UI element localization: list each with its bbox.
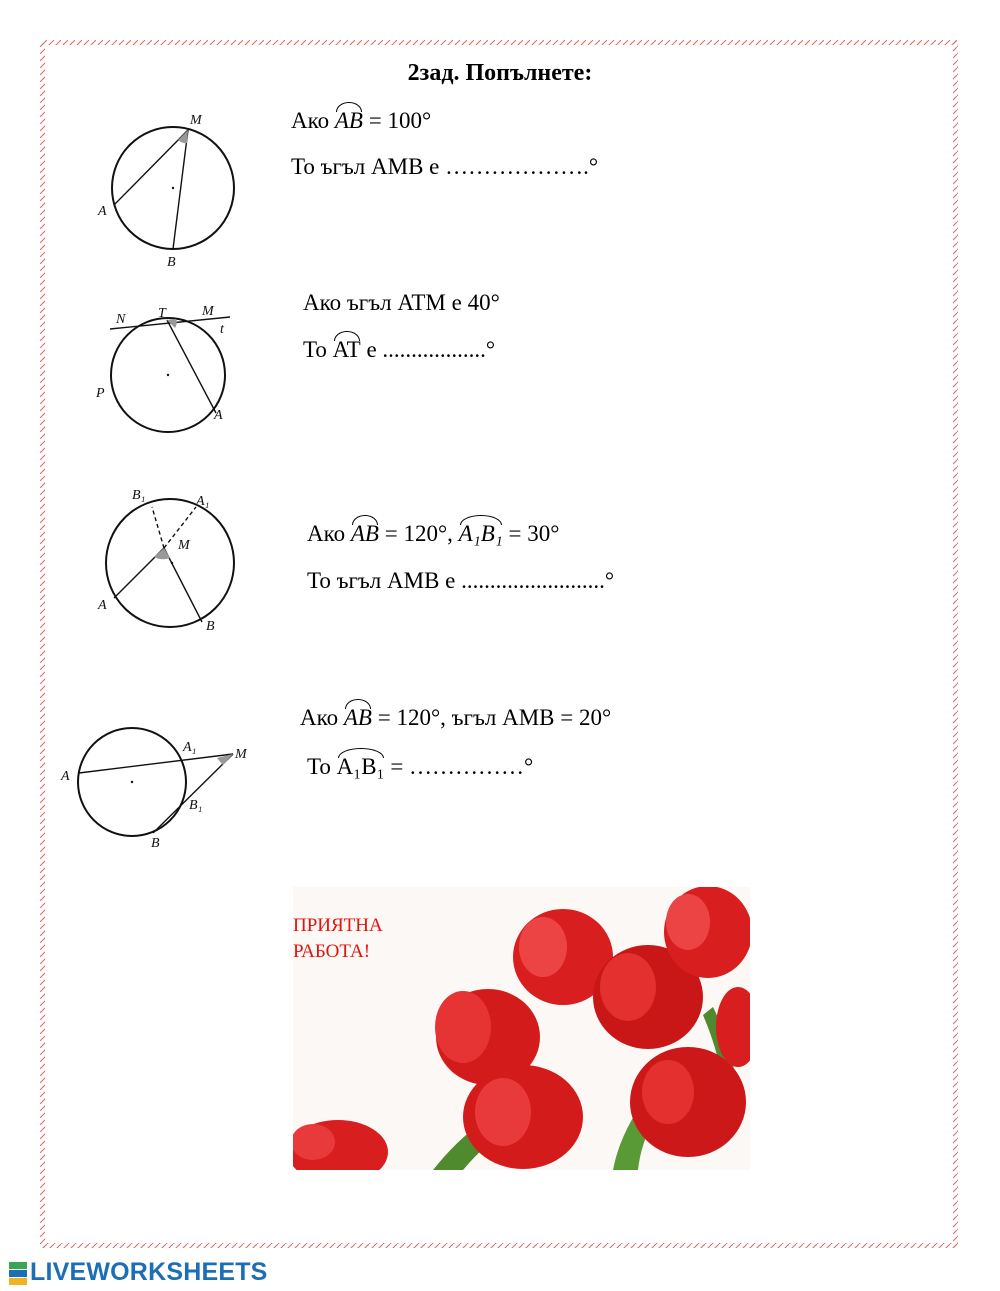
task4-given: Ако AB = 120°, ъгъл AMB = 20° (300, 705, 612, 730)
label-m: M (202, 304, 214, 319)
brand-name: LIVEWORKSHEETS (30, 1258, 268, 1286)
label-a: A (98, 204, 107, 219)
label-b1: B₁ (189, 798, 203, 813)
label-t: T (158, 306, 166, 321)
label-b1: B₁ (132, 488, 146, 503)
label-m: M (190, 113, 202, 128)
arc-at: AT (332, 337, 361, 362)
label-a: A (98, 598, 107, 613)
figure-4-secants-outside (55, 725, 255, 855)
label-a1: A₁ (183, 740, 197, 755)
arc-ab: AB (343, 705, 372, 730)
label-p: P (96, 386, 105, 401)
greeting-text: ПРИЯТНА РАБОТА! (293, 915, 383, 962)
figure-2-tangent-chord-angle (90, 295, 260, 435)
task3-answer-line[interactable]: То ъгъл AMB е .........................° (307, 568, 615, 593)
figure-3-intersecting-chords (92, 485, 252, 635)
arc-a1b1: A₁B₁ (336, 754, 385, 779)
task2-given: Ако ъгъл ATM е 40° (303, 290, 500, 315)
label-b: B (167, 255, 176, 270)
arc-a1b1: A₁B₁ (458, 521, 503, 546)
liveworksheets-logo (8, 1258, 268, 1286)
arc-ab: AB (350, 521, 379, 546)
label-b: B (206, 619, 215, 634)
figure-1-circle-inscribed-angle (90, 100, 260, 275)
label-a: A (214, 408, 223, 423)
logo-icon (8, 1258, 28, 1286)
task1-given: Ако AB = 100° (291, 108, 432, 133)
tulip-image (293, 887, 750, 1170)
label-m: M (178, 538, 190, 553)
page-title: 2зад. Попълнете: (407, 60, 593, 86)
task1-answer-line[interactable]: То ъгъл AMB е ……………….° (291, 154, 599, 179)
label-n: N (116, 312, 126, 327)
label-a: A (61, 769, 70, 784)
label-t-line: t (220, 322, 224, 337)
label-m: M (235, 747, 247, 762)
task3-given: Ако AB = 120°, A₁B₁ = 30° (307, 521, 560, 546)
label-b: B (151, 836, 160, 851)
task2-answer-line[interactable]: То AT е ..................° (303, 337, 496, 362)
arc-ab: AB (334, 108, 363, 133)
task4-answer-line[interactable]: То A₁B₁ = ……………° (307, 754, 534, 779)
label-a1: A₁ (196, 494, 210, 509)
